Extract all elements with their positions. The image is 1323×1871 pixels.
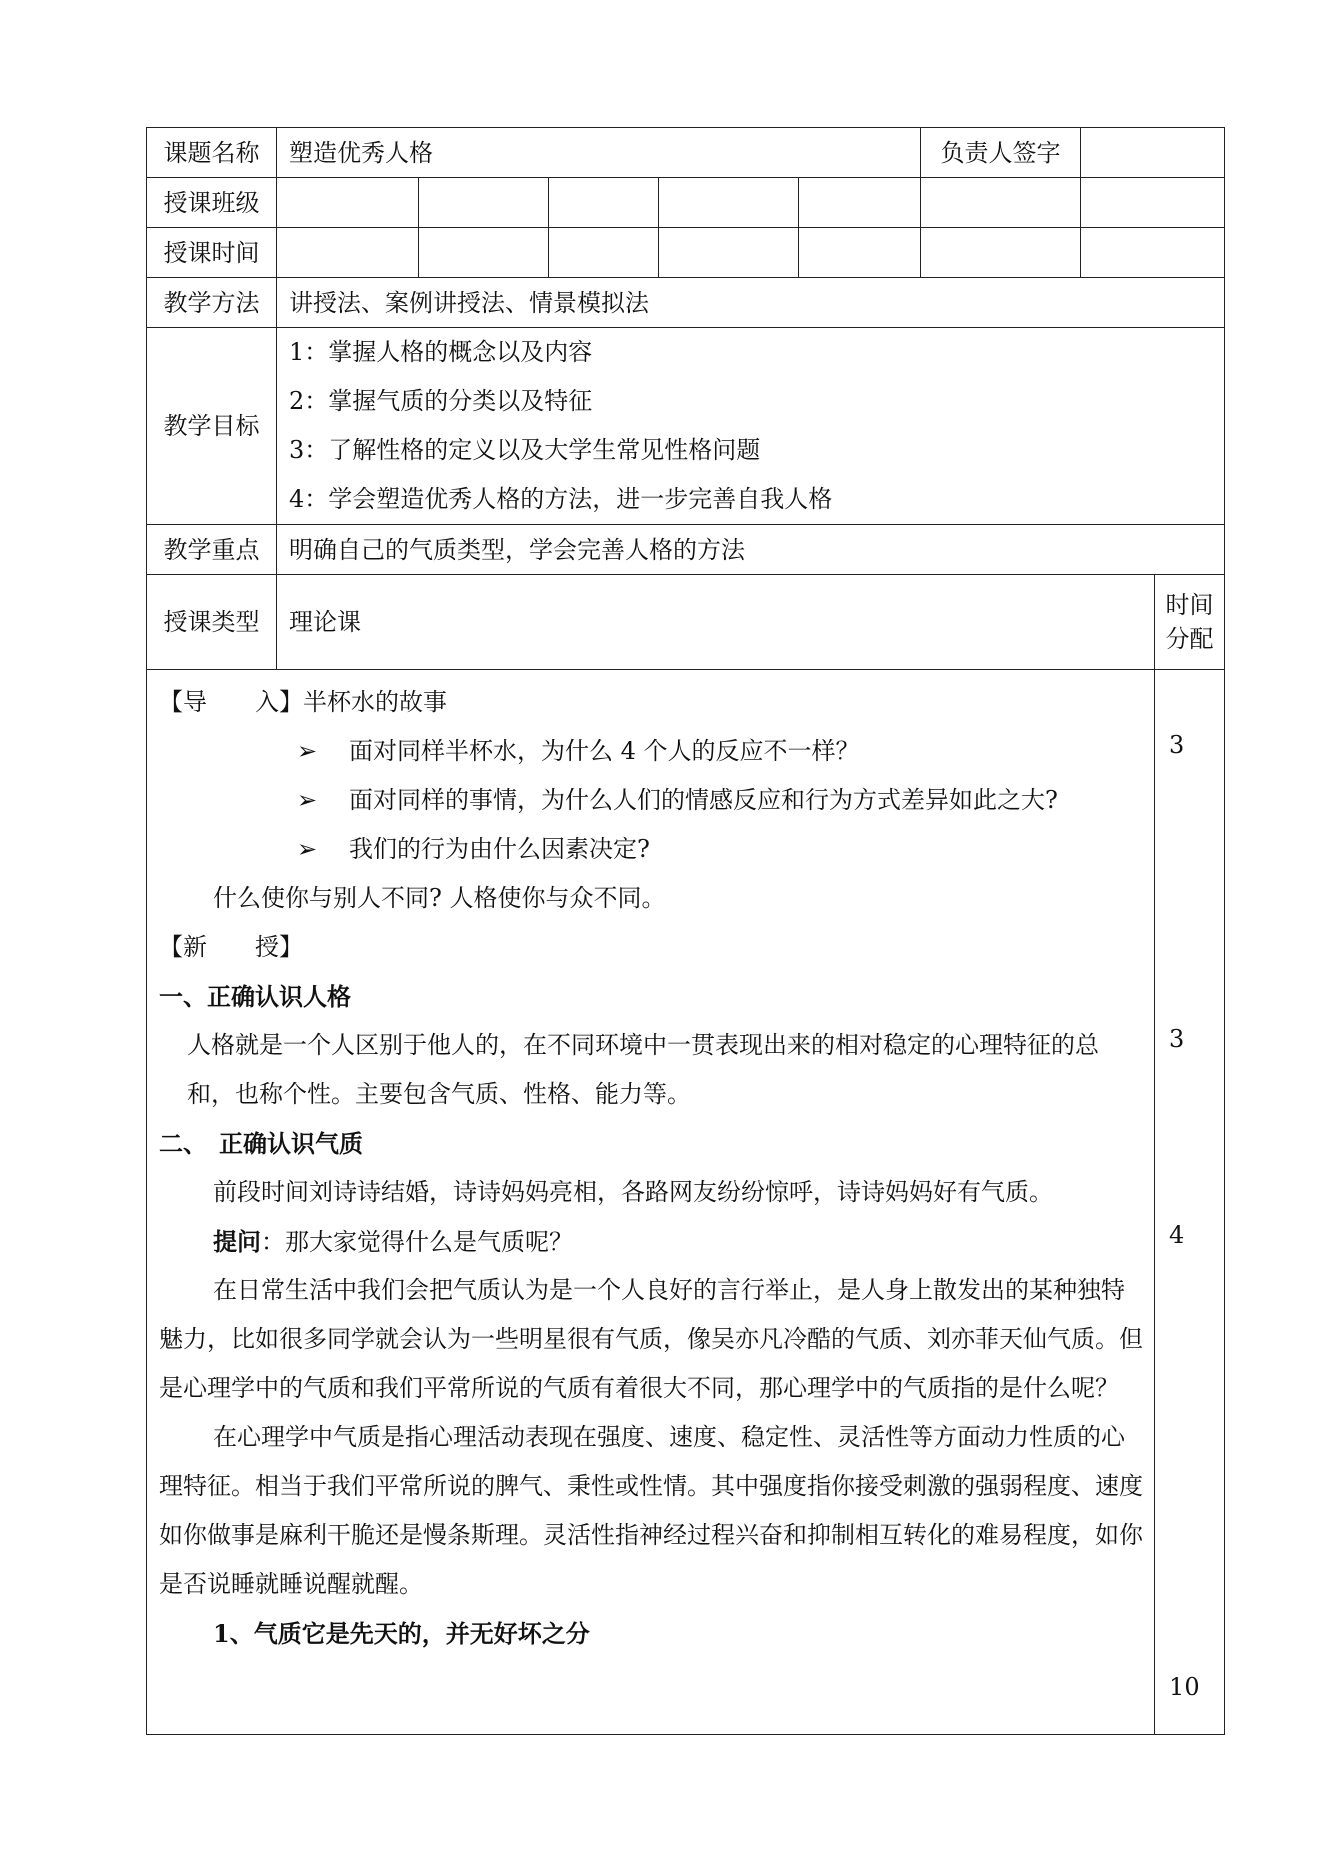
time-cell	[799, 228, 921, 278]
class-cell	[1081, 178, 1225, 228]
subsection-title: 1、气质它是先天的，并无好坏之分	[213, 1619, 590, 1648]
class-label: 授课班级	[147, 178, 277, 228]
class-cell	[549, 178, 659, 228]
objective-list	[277, 328, 1225, 525]
bullet-text: 面对同样半杯水，为什么 4 个人的反应不一样？	[349, 737, 860, 765]
time-value: 10	[1169, 1673, 1200, 1701]
time-cell	[921, 228, 1081, 278]
time-alloc-line: 时间	[1165, 591, 1214, 619]
type-row	[147, 575, 1225, 670]
method-label: 教学方法	[147, 278, 277, 328]
new-heading: 【新 授】	[159, 933, 303, 961]
time-cell	[419, 228, 549, 278]
topic-value: 塑造优秀人格	[277, 128, 921, 178]
paragraph: 人格就是一个人区别于他人的，在不同环境中一贯表现出来的相对稳定的心理特征的总和，也称个性。主要包含气质、性格、能力等。	[187, 1031, 1099, 1108]
focus-value: 明确自己的气质类型，学会完善人格的方法	[277, 525, 1225, 575]
time-row	[147, 228, 1225, 278]
lesson-plan-page	[146, 127, 1224, 1735]
time-cell	[277, 228, 419, 278]
class-cell	[659, 178, 799, 228]
topic-label: 课题名称	[147, 128, 277, 178]
objective-row	[147, 328, 1225, 525]
list-item	[159, 776, 1146, 825]
time-value: 4	[1169, 1221, 1185, 1249]
class-cell	[799, 178, 921, 228]
objective-item: 1：掌握人格的概念以及内容	[289, 338, 593, 366]
time-alloc-line: 分配	[1165, 625, 1214, 653]
lesson-content	[147, 670, 1155, 1735]
bullet-arrow-icon: ➢	[297, 835, 318, 863]
section-title: 二、 正确认识气质	[159, 1129, 363, 1158]
objective-item: 4：学会塑造优秀人格的方法，进一步完善自我人格	[289, 485, 833, 513]
time-value: 3	[1169, 1025, 1185, 1053]
objective-item: 3：了解性格的定义以及大学生常见性格问题	[289, 436, 761, 464]
intro-heading: 【导 入】半杯水的故事	[159, 688, 447, 716]
list-item	[159, 825, 1146, 874]
time-cell	[549, 228, 659, 278]
type-value: 理论课	[277, 575, 1155, 670]
section-title: 一、正确认识人格	[159, 982, 351, 1011]
class-cell	[419, 178, 549, 228]
time-value: 3	[1169, 731, 1185, 759]
paragraph: 在日常生活中我们会把气质认为是一个人良好的言行举止，是人身上散发出的某种独特魅力，比如很多同学就会认为一些明星很有气质，像吴亦凡冷酷的气质、刘亦菲天仙气质。但是心理学中的气质和我们平常所说的气质有着很大不同，那心理学中的气质指的是什么呢？	[159, 1276, 1143, 1402]
bullet-arrow-icon: ➢	[297, 737, 318, 765]
method-row	[147, 278, 1225, 328]
time-cell	[659, 228, 799, 278]
bullet-arrow-icon: ➢	[297, 786, 318, 814]
bullet-text: 面对同样的事情，为什么人们的情感反应和行为方式差异如此之大?	[349, 786, 1058, 814]
time-label: 授课时间	[147, 228, 277, 278]
intro-conclusion: 什么使你与别人不同? 人格使你与众不同。	[213, 884, 666, 912]
time-allocation-header	[1155, 575, 1225, 670]
topic-row	[147, 128, 1225, 178]
type-label: 授课类型	[147, 575, 277, 670]
method-value: 讲授法、案例讲授法、情景模拟法	[277, 278, 1225, 328]
bullet-text: 我们的行为由什么因素决定?	[349, 835, 650, 863]
question-label: 提问	[213, 1227, 261, 1256]
class-cell	[277, 178, 419, 228]
class-row	[147, 178, 1225, 228]
objective-label: 教学目标	[147, 328, 277, 525]
paragraph: 在心理学中气质是指心理活动表现在强度、速度、稳定性、灵活性等方面动力性质的心理特征。相当于我们平常所说的脾气、秉性或性情。其中强度指你接受刺激的强弱程度、速度如你做事是麻利干脆还是慢条斯理。灵活性指神经过程兴奋和抑制相互转化的难易程度，如你是否说睡就睡说醒就醒。	[159, 1423, 1143, 1598]
focus-label: 教学重点	[147, 525, 277, 575]
time-allocation-column	[1155, 670, 1225, 1735]
list-item	[159, 727, 1146, 776]
content-row	[147, 670, 1225, 1735]
class-cell	[921, 178, 1081, 228]
paragraph: 前段时间刘诗诗结婚，诗诗妈妈亮相，各路网友纷纷惊呼，诗诗妈妈好有气质。	[213, 1178, 1053, 1206]
question-line	[159, 1217, 1146, 1266]
objective-item: 2：掌握气质的分类以及特征	[289, 387, 593, 415]
signer-value-cell	[1081, 128, 1225, 178]
question-text: ：那大家觉得什么是气质呢？	[261, 1228, 573, 1256]
time-cell	[1081, 228, 1225, 278]
lesson-plan-table	[146, 127, 1225, 1735]
signer-label: 负责人签字	[921, 128, 1081, 178]
focus-row	[147, 525, 1225, 575]
